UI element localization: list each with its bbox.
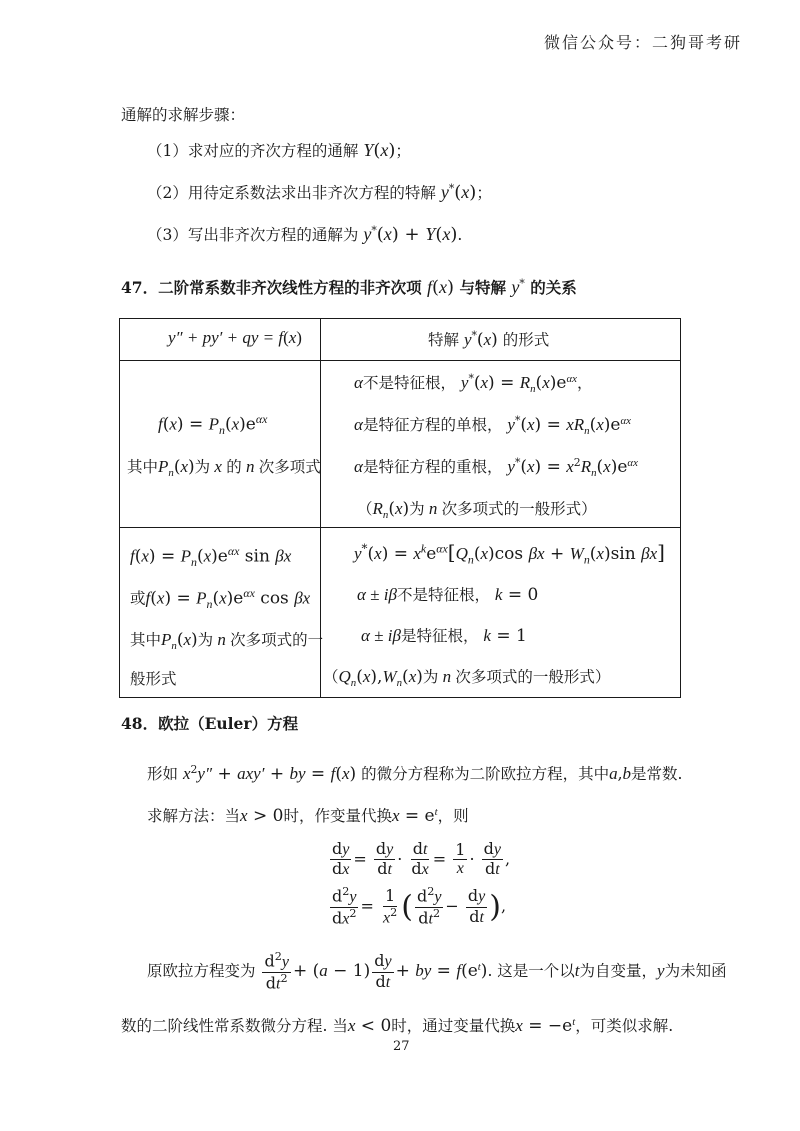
table-header-left: y″ + py′ + qy = f(x) — [168, 328, 302, 347]
row2-left-formula2: 或$f(x) = P_n(x)e^{\alpha x}$ cos βx — [130, 586, 311, 612]
section-48-heading: 48．欧拉（Euler）方程 — [121, 714, 299, 733]
step-2: （2）用待定系数法求出非齐次方程的特解 y*(x)； — [147, 181, 492, 203]
row2-right-formula: $y^*(x) = x^ke^{\alpha x}[Q_n(x)\cos$ $\beta x + W_n(x)\sin$ βx] — [354, 540, 665, 567]
step-1: （1）求对应的齐次方程的通解 Y(x)； — [147, 140, 411, 161]
row2-left-formula1: $f(x) = P_n(x)e^{\alpha x}$ sin βx — [130, 544, 292, 570]
row2-right-note: （$Q_n(x),W_n(x)$为 n 次多项式的一般形式） — [323, 667, 611, 690]
row1-right-line3: α是特征方程的重根， $y^*(x) = x^2R_n(x)e^{\alpha x}$ — [354, 455, 638, 480]
transformed-equation: 原欧拉方程变为 $\frac{d^2y}{dt^2}$ + (a − 1) $\frac{dy}{dt}$ + by = $f(e^t)$. 这是一个以t为自变量，y为未知函 — [147, 950, 727, 993]
euler-definition: 形如 $x^2y'' + axy'$ + by = f(x) 的微分方程称为二阶欧拉方程，其中a,b是常数. — [147, 762, 683, 784]
row2-left-note: 其中$P_n(x)$为 n 次多项式的一 — [130, 630, 324, 653]
steps-title: 通解的求解步骤： — [121, 106, 246, 124]
table-header-right: 特解 y*(x) 的形式 — [428, 328, 550, 350]
account-watermark: 微信公众号：二狗哥考研 — [543, 33, 742, 52]
row1-left-formula: $f(x) = P_n(x)e^{\alpha x}$ — [158, 412, 268, 438]
derivative-equation-1: $\frac{dy}{dx}$ = $\frac{dy}{dt}$ · $\frac{dt}{dx}$ = $\frac{1}{x}$ · $\frac{dy}{dt}$ , — [332, 839, 511, 879]
euler-negative-case: 数的二阶线性常系数微分方程. 当x < 0时，通过变量代换$x = -e^t$，可类似求解. — [121, 1015, 674, 1036]
row1-right-line2: α是特征方程的单根， $y^*(x) = xR_n(x)e^{\alpha x}$ — [354, 413, 631, 438]
section-47-heading: 47．二阶常系数非齐次线性方程的非齐次项 f(x) 与特解 y* 的关系 — [121, 276, 577, 298]
row1-right-note: （$R_n(x)$为 n 次多项式的一般形式） — [357, 499, 597, 522]
page-number: 27 — [393, 1039, 410, 1054]
step-3: （3）写出非齐次方程的通解为 y*(x) + Y(x). — [147, 223, 463, 245]
row1-left-note: 其中$P_n(x)$为 x 的 n 次多项式 — [127, 457, 321, 480]
row2-right-cond1: α ± iβ不是特征根， k = 0 — [357, 585, 539, 605]
row1-right-line1: α不是特征根， $y^*(x) = R_n(x)e^{\alpha x}$， — [354, 371, 593, 396]
row2-right-cond2: α ± iβ是特征根， k = 1 — [361, 626, 527, 646]
row2-left-note-cont: 般形式 — [130, 670, 177, 688]
euler-method: 求解方法：当x > 0时，作变量代换$x = e^t$，则 — [147, 805, 469, 826]
derivative-equation-2: $\frac{d^2y}{dx^2}$ = $\frac{1}{x^2}$ ( $\frac{d^2y}{dt^2}$ − $\frac{dy}{dt}$ ), — [332, 885, 507, 928]
